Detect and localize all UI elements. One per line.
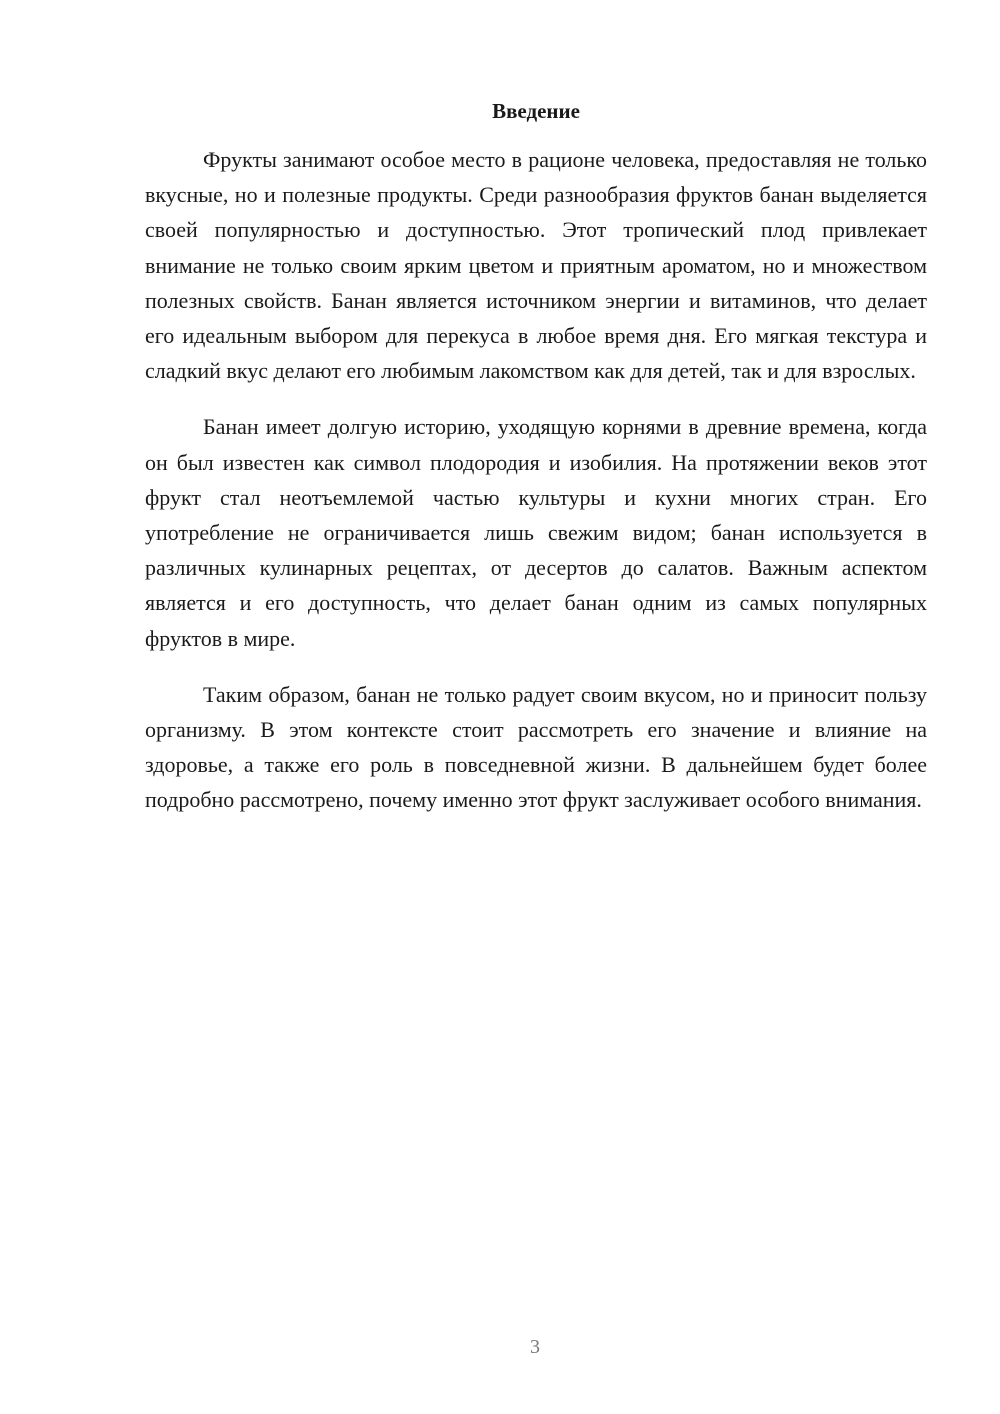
paragraph-1: Фрукты занимают особое место в рационе человека, предоставляя не только вкусные, но и полезные продукты. Среди разнообразия фруктов банан выделяется своей популярностью и доступностью. Этот тропический плод привлекает внимание не только своим ярким цветом и приятным ароматом, но и множеством полезных свойств. Банан является источником энергии и витаминов, что делает его идеальным выбором для перекуса в любое время дня. Его мягкая текстура и сладкий вкус делают его любимым лакомством как для детей, так и для взрослых. <box>145 147 927 384</box>
document-body <box>145 142 927 839</box>
section-heading: Введение <box>492 99 580 123</box>
paragraph-3: Таким образом, банан не только радует своим вкусом, но и приносит пользу организму. В этом контексте стоит рассмотреть его значение и влияние на здоровье, а также его роль в повседневной жизни. В дальнейшем будет более подробно рассмотрено, почему именно этот фрукт заслуживает особого внимания. <box>145 681 927 813</box>
page-number: 3 <box>530 1336 540 1358</box>
paragraph-2: Банан имеет долгую историю, уходящую корнями в древние времена, когда он был известен как символ плодородия и изобилия. На протяжении веков этот фрукт стал неотъемлемой частью культуры и кухни многих стран. Его употребление не ограничивается лишь свежим видом; банан используется в различных кулинарных рецептах, от десертов до салатов. Важным аспектом является и его доступность, что делает банан одним из самых популярных фруктов в мире. <box>145 414 927 651</box>
